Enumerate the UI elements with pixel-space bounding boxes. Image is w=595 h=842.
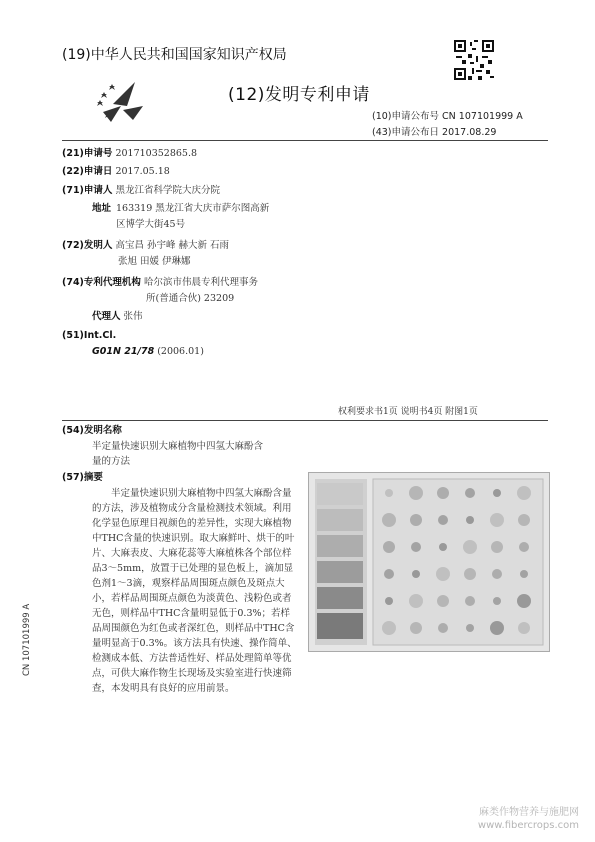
watermark-line-2: www.fibercrops.com xyxy=(477,820,579,831)
test-spot xyxy=(438,515,448,525)
title-label: (54)发明名称 xyxy=(62,425,122,436)
test-spot xyxy=(437,595,449,607)
document-type: (12)发明专利申请 xyxy=(228,85,370,105)
abstract-label: (57)摘要 xyxy=(62,472,103,483)
watermark-line-1: 麻类作物营养与施肥网 xyxy=(479,807,579,818)
test-spot xyxy=(410,622,422,634)
issuing-office: (19)中华人民共和国国家知识产权局 xyxy=(62,47,287,63)
test-spot xyxy=(493,597,501,605)
test-spot xyxy=(466,516,474,524)
test-spot xyxy=(409,594,423,608)
test-spot xyxy=(411,542,421,552)
publication-date: 2017.08.29 xyxy=(442,127,497,138)
test-spot xyxy=(490,621,504,635)
test-spot xyxy=(466,624,474,632)
application-date-row xyxy=(62,165,170,179)
test-spot xyxy=(438,623,448,633)
invention-title-line-1: 半定量快速识别大麻植物中四氢大麻酚含 xyxy=(92,441,264,452)
qr-code-icon xyxy=(454,40,494,80)
test-spot xyxy=(436,567,450,581)
publication-number: CN 107101999 A xyxy=(442,111,523,122)
agent-label: 代理人 xyxy=(92,311,121,322)
application-date: 2017.05.18 xyxy=(115,166,170,177)
side-publication-number: CN 107101999 A xyxy=(22,603,32,676)
invention-title-line-2: 量的方法 xyxy=(92,456,131,467)
publication-number-label: (10)申请公布号 xyxy=(372,111,440,122)
test-spot xyxy=(382,621,396,635)
header-divider xyxy=(62,140,548,141)
test-spot xyxy=(517,486,531,500)
test-spot xyxy=(493,489,501,497)
agent: 张伟 xyxy=(123,311,143,322)
test-spot xyxy=(385,489,393,497)
watermark xyxy=(478,806,579,832)
test-spot xyxy=(517,594,531,608)
test-spot xyxy=(491,541,503,553)
test-spot xyxy=(439,543,447,551)
inventor-row xyxy=(62,239,229,253)
test-spot xyxy=(410,514,422,526)
int-cl-year: (2006.01) xyxy=(157,346,204,357)
inventor-label: (72)发明人 xyxy=(62,240,113,251)
agency-line-2: 所(普通合伙) 23209 xyxy=(146,293,235,304)
test-spot xyxy=(385,597,393,605)
application-number: 201710352865.8 xyxy=(115,148,198,159)
applicant-label: (71)申请人 xyxy=(62,185,113,196)
test-spot xyxy=(384,569,394,579)
test-spot xyxy=(519,542,529,552)
abstract-body xyxy=(92,486,298,696)
int-cl-label: (51)Int.Cl. xyxy=(62,330,117,341)
applicant-row xyxy=(62,184,220,198)
agent-row xyxy=(92,310,143,324)
applicant: 黑龙江省科学院大庆分院 xyxy=(115,185,220,196)
test-spot xyxy=(409,486,423,500)
agency-label: (74)专利代理机构 xyxy=(62,277,141,288)
test-spot xyxy=(490,513,504,527)
test-spot xyxy=(463,540,477,554)
application-number-label: (21)申请号 xyxy=(62,148,113,159)
application-date-label: (22)申请日 xyxy=(62,166,113,177)
publication-date-label: (43)申请公布日 xyxy=(372,127,440,138)
abstract-text: 半定量快速识别大麻植物中四氢大麻酚含量的方法，涉及植物成分含量检测技术领域。利用化学显色原理目视颜色的差异性，实现大麻植物中THC含量的快速识别。取大麻鲜叶、烘干的叶片、大麻表皮、大麻花蕊等大麻植株各个部位样品3～5mm，放置于已处理的显色板上，滴加显色剂1～3滴，观察样品周围斑点颜色及斑点大小，若样品周围斑点颜色为淡黄色、浅粉色或者无色，则样品中THC含量明显低于0.3%；若样品周围颜色为红色或者深红色，则样品中THC含量明显高于0.3%。该方法具有快速、操作简单、检测成本低、方法普适性好、样品处理简单等优点，可供大麻作物生长现场及实验室进行快速筛查，本发明具有良好的应用前景。 xyxy=(92,488,297,694)
address-line-1: 163319 黑龙江省大庆市萨尔图高新 xyxy=(116,203,270,214)
publication-date-row xyxy=(372,124,496,138)
address-label: 地址 xyxy=(92,203,112,214)
color-plate-photo xyxy=(308,472,550,652)
test-spot xyxy=(518,514,530,526)
inventors-line-2: 张旭 田媛 伊琳娜 xyxy=(118,256,191,267)
publication-number-row xyxy=(372,108,523,122)
test-spot xyxy=(518,622,530,634)
test-spot xyxy=(520,570,528,578)
test-spot xyxy=(382,513,396,527)
int-cl-code: G01N 21/78 xyxy=(92,346,155,357)
application-number-row xyxy=(62,147,197,161)
test-spot xyxy=(383,541,395,553)
test-spot xyxy=(412,570,420,578)
test-spot xyxy=(437,487,449,499)
address-line-2: 区博学大街45号 xyxy=(116,219,186,230)
test-spot xyxy=(464,568,476,580)
test-spot xyxy=(465,488,475,498)
pages-divider xyxy=(62,420,548,421)
agency-row xyxy=(62,276,258,290)
cnipa-logo-icon xyxy=(95,76,147,126)
inventors-line-1: 高宝昌 孙宇峰 赫大新 石雨 xyxy=(115,240,229,251)
pages-info: 权利要求书1页 说明书4页 附图1页 xyxy=(338,407,478,417)
test-spot xyxy=(492,569,502,579)
int-cl-row xyxy=(92,345,204,359)
test-spot xyxy=(465,596,475,606)
agency-line-1: 哈尔滨市伟晨专利代理事务 xyxy=(143,277,258,288)
